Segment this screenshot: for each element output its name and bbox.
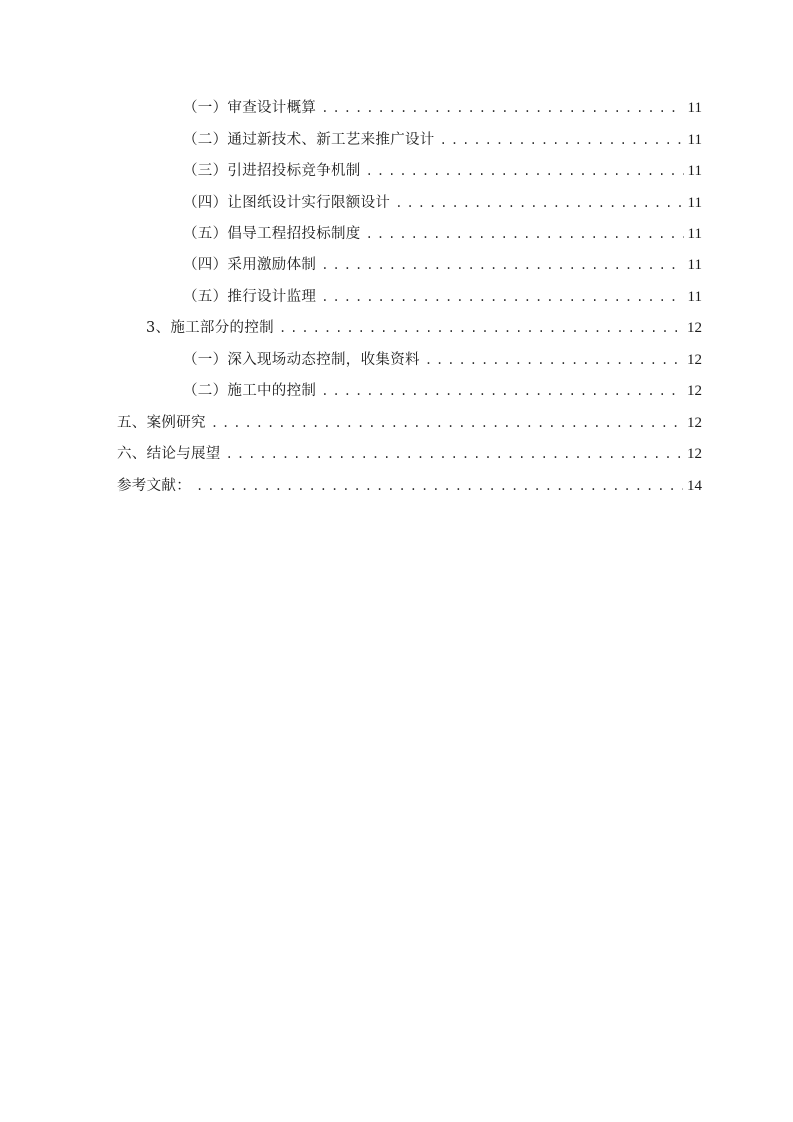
toc-entry-page: 11 <box>687 289 702 305</box>
toc-dot-leader <box>321 98 683 118</box>
toc-dot-leader <box>321 381 683 401</box>
toc-entry-title: 六、结论与展望 <box>117 446 221 462</box>
toc-dot-leader <box>321 255 683 275</box>
toc-entry-page: 11 <box>687 132 702 148</box>
toc-entry[interactable] <box>183 128 702 150</box>
toc-dot-leader <box>321 287 683 307</box>
toc-entry-title: （四）采用激励体制 <box>183 257 317 273</box>
toc-dot-leader <box>211 413 683 433</box>
toc-entry-title: （一）审查设计概算 <box>183 100 317 116</box>
toc-entry-title: 五、案例研究 <box>117 415 206 431</box>
toc-dot-leader <box>279 318 683 338</box>
toc-dot-leader <box>395 193 683 213</box>
toc-entry[interactable] <box>183 253 702 275</box>
toc-entry[interactable] <box>183 379 702 401</box>
toc-entry-page: 12 <box>687 383 702 399</box>
toc-entry-title: （四）让图纸设计实行限额设计 <box>183 195 391 211</box>
toc-entry-page: 11 <box>687 100 702 116</box>
toc-entry-page: 11 <box>687 257 702 273</box>
toc-entry[interactable] <box>117 411 702 433</box>
toc-entry-page: 11 <box>687 195 702 211</box>
toc-entry-page: 12 <box>687 446 702 462</box>
toc-entry[interactable] <box>146 316 702 338</box>
toc-entry-page: 11 <box>687 163 702 179</box>
toc-entry-page: 12 <box>687 320 702 336</box>
toc-entry-title: （五）推行设计监理 <box>183 289 317 305</box>
toc-entry[interactable] <box>183 159 702 181</box>
toc-dot-leader <box>425 350 683 370</box>
toc-dot-leader <box>440 130 684 150</box>
toc-entry[interactable] <box>183 222 702 244</box>
toc-entry[interactable] <box>183 191 702 213</box>
toc-entry-title: （二）施工中的控制 <box>183 383 317 399</box>
toc-entry[interactable] <box>117 474 702 496</box>
toc-entry[interactable] <box>183 96 702 118</box>
toc-entry-title: 3、施工部分的控制 <box>146 320 274 336</box>
toc-entry-title: （五）倡导工程招投标制度 <box>183 226 361 242</box>
toc-entry-title: （二）通过新技术、新工艺来推广设计 <box>183 132 435 148</box>
toc-dot-leader <box>226 444 683 464</box>
toc-entry-page: 11 <box>687 226 702 242</box>
toc-dot-leader <box>366 161 684 181</box>
toc-entry-title: （三）引进招投标竞争机制 <box>183 163 361 179</box>
toc-entry[interactable] <box>117 442 702 464</box>
toc-entry-page: 14 <box>687 478 702 494</box>
toc-dot-leader <box>366 224 684 244</box>
toc-entry-page: 12 <box>687 415 702 431</box>
toc-entry[interactable] <box>183 285 702 307</box>
toc-entry[interactable] <box>183 348 702 370</box>
toc-entry-title: （一）深入现场动态控制，收集资料 <box>183 352 420 368</box>
toc-entry-page: 12 <box>687 352 702 368</box>
toc-dot-leader <box>196 476 683 496</box>
toc-entry-title: 参考文献： <box>117 478 191 494</box>
